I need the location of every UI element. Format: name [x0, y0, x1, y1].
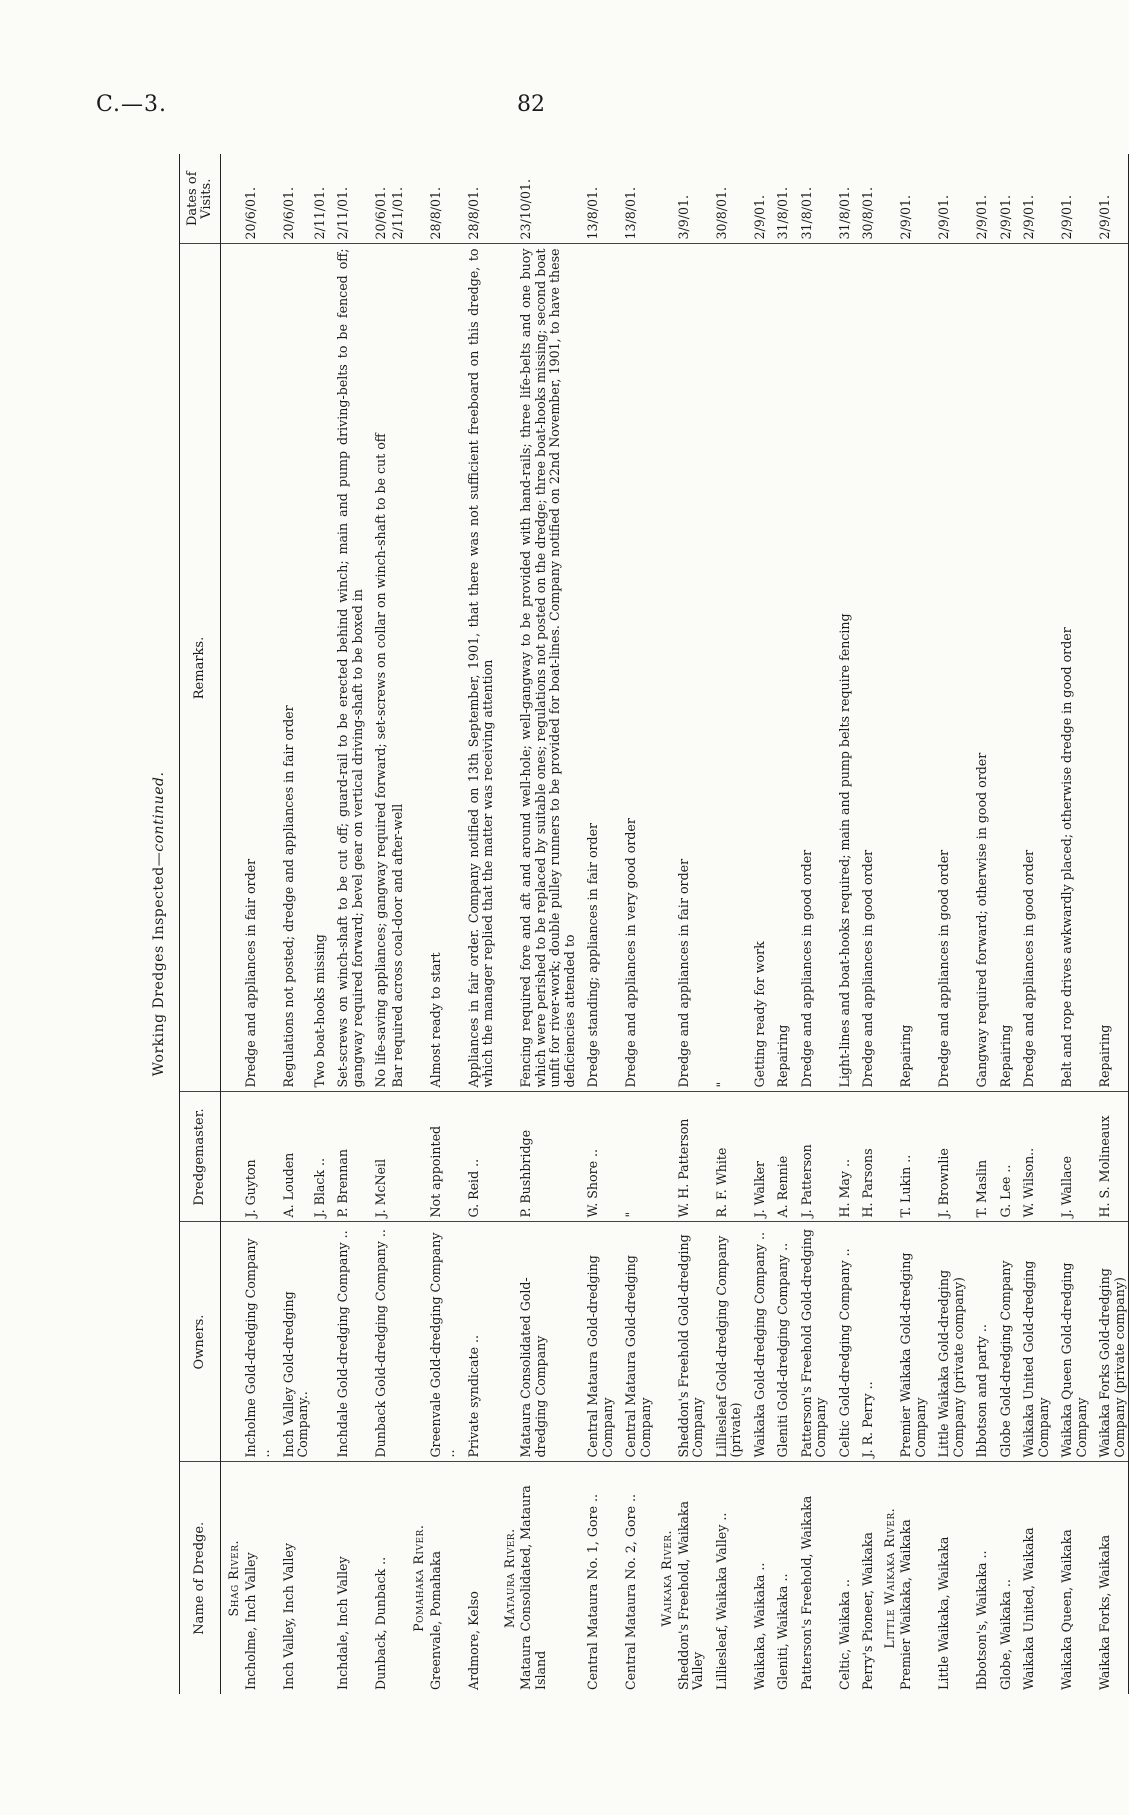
- owner-cell: Waikaka United Gold-dredging Company: [1014, 1222, 1052, 1462]
- empty-cell: [877, 244, 899, 1092]
- table-row: [929, 154, 967, 1694]
- owner-cell: Waikaka Gold-dredging Company ..: [745, 1222, 769, 1462]
- table-row: [459, 154, 497, 1694]
- document-reference: C.—3.: [96, 92, 168, 117]
- remark-cell: Repairing: [1090, 244, 1129, 1092]
- section-name: Pomahaka River.: [411, 1524, 426, 1632]
- rotated-table-page: [139, 154, 1127, 1694]
- dredge-name-cell: Sheddon's Freehold, Waikaka Valley: [675, 1500, 705, 1690]
- owner-cell: [390, 1222, 407, 1462]
- dredge-name-cell: Waikaka Queen, Waikaka: [1059, 1529, 1074, 1690]
- table-row: [518, 154, 578, 1694]
- remark-cell: Dredge and appliances in fair order: [243, 244, 274, 1092]
- table-row: [578, 154, 616, 1694]
- empty-cell: [406, 1092, 428, 1222]
- remark-cell: Two boat-hooks missing: [312, 244, 329, 1092]
- col-header-dates: Dates of Visits.: [180, 154, 221, 244]
- owner-cell: Inchdale Gold-dredging Company ..: [328, 1222, 366, 1462]
- table-row: [991, 154, 1015, 1694]
- owner-cell: Patterson's Freehold Gold-dredging Company: [792, 1222, 830, 1462]
- empty-cell: [406, 1222, 428, 1462]
- table-row: [390, 154, 407, 1694]
- table-header-row: [180, 154, 221, 1694]
- table-row: [312, 154, 329, 1694]
- section-row: [877, 154, 899, 1694]
- dredgemaster-cell: J. Patterson: [792, 1092, 830, 1222]
- dredgemaster-cell: A. Louden: [274, 1092, 312, 1222]
- table-row: [898, 154, 929, 1694]
- owner-cell: Incholme Gold-dredging Company ..: [243, 1222, 274, 1462]
- caption-continued: —continued.: [151, 771, 167, 867]
- col-header-dredgemaster: Dredgemaster.: [180, 1092, 221, 1222]
- owner-cell: Inch Valley Gold-dredging Company..: [274, 1222, 312, 1462]
- caption-main: Working Dredges Inspected: [151, 866, 167, 1077]
- table-row: [967, 154, 991, 1694]
- empty-cell: [654, 1222, 676, 1462]
- table-row: [1014, 154, 1052, 1694]
- visit-date-cell: 2/11/01.: [328, 154, 366, 244]
- empty-cell: [497, 244, 519, 1092]
- section-row: [221, 154, 243, 1694]
- dredgemaster-cell: J. Brownlie: [929, 1092, 967, 1222]
- dredge-name-cell: Celtic, Waikaka ..: [836, 1579, 852, 1690]
- visit-date-cell: 2/11/01.: [312, 154, 329, 244]
- owner-cell: Celtic Gold-dredging Company ..: [830, 1222, 854, 1462]
- dredge-name-cell: Globe, Waikaka ..: [997, 1579, 1013, 1690]
- dredgemaster-cell: R. F. White: [707, 1092, 745, 1222]
- owner-cell: Lilliesleaf Gold-dredging Company (private): [707, 1222, 745, 1462]
- owner-cell: Waikaka Queen Gold-dredging Company: [1052, 1222, 1090, 1462]
- dredgemaster-cell: J. Guyton: [243, 1092, 274, 1222]
- remark-cell: No life-saving appliances; gangway required forward; set-screws on collar on winch-shaft to be cut off: [366, 244, 390, 1092]
- remark-cell: Dredge and appliances in good order: [1014, 244, 1052, 1092]
- dredge-name-cell: Lilliesleaf, Waikaka Valley ..: [713, 1512, 729, 1690]
- dredgemaster-cell: Not appointed: [428, 1092, 459, 1222]
- dredge-name-cell: Central Mataura No. 1, Gore ..: [585, 1494, 600, 1690]
- dredges-table: [179, 154, 1129, 1694]
- dredgemaster-cell: ": [616, 1092, 654, 1222]
- dredge-name-cell: Ibbotson's, Waikaka ..: [974, 1550, 989, 1690]
- dredgemaster-cell: G. Lee ..: [991, 1092, 1015, 1222]
- dredgemaster-cell: [390, 1092, 407, 1222]
- table-row: [707, 154, 745, 1694]
- dredge-name-cell: Premier Waikaka, Waikaka: [898, 1519, 913, 1690]
- remark-cell: Fencing required fore and aft and around well-hole; well-gangway to be provided with hand-rails; three life-belts and one buoy which were perished to be replaced by suitable ones; regulations not posted on the dredge; three boat-hooks missing; second boat unfit for river-work; double pulley runners to be provided for boat-lines. Company notified on 22nd November, 1901, to have these deficiencies attended to: [518, 244, 578, 1092]
- owner-cell: Waikaka Forks Gold-dredging Company (private company): [1090, 1222, 1129, 1462]
- visit-date-cell: 28/8/01.: [428, 154, 459, 244]
- empty-cell: [654, 244, 676, 1092]
- owner-cell: Greenvale Gold-dredging Company ..: [428, 1222, 459, 1462]
- empty-cell: [406, 244, 428, 1092]
- dredge-name-cell: Inchdale, Inch Valley: [335, 1556, 350, 1690]
- col-header-remarks: Remarks.: [180, 244, 221, 1092]
- table-row: [1090, 154, 1129, 1694]
- visit-date-cell: 31/8/01.: [792, 154, 830, 244]
- dredge-name-cell: Incholme, Inch Valley: [242, 1552, 258, 1690]
- remark-cell: Getting ready for work: [745, 244, 769, 1092]
- remark-cell: Gangway required forward; otherwise in good order: [967, 244, 991, 1092]
- remark-cell: Appliances in fair order. Company notified on 13th September, 1901, that there was not sufficient freeboard on this dredge, to which the manager replied that the matter was receiving attention: [459, 244, 497, 1092]
- empty-cell: [654, 1092, 676, 1222]
- owner-cell: Little Waikaka Gold-dredging Company (private company): [929, 1222, 967, 1462]
- visit-date-cell: 2/11/01.: [390, 154, 407, 244]
- dredgemaster-cell: H. May ..: [830, 1092, 854, 1222]
- dredgemaster-cell: H. Parsons: [853, 1092, 877, 1222]
- visit-date-cell: 13/8/01.: [578, 154, 616, 244]
- dredgemaster-cell: W. H. Patterson: [676, 1092, 707, 1222]
- col-header-owners: Owners.: [180, 1222, 221, 1462]
- table-row: [745, 154, 769, 1694]
- visit-date-cell: 23/10/01.: [518, 154, 578, 244]
- visit-date-cell: 2/9/01.: [991, 154, 1015, 244]
- owner-cell: Private syndicate ..: [459, 1222, 497, 1462]
- visit-date-cell: 2/9/01.: [967, 154, 991, 244]
- empty-cell: [877, 1092, 899, 1222]
- dredgemaster-cell: A. Rennie: [768, 1092, 792, 1222]
- dredgemaster-cell: J. Walker: [745, 1092, 769, 1222]
- dredge-name-cell: Perry's Pioneer, Waikaka: [860, 1532, 875, 1690]
- owner-cell: Central Mataura Gold-dredging Company: [616, 1222, 654, 1462]
- table-row: [792, 154, 830, 1694]
- remark-cell: Dredge and appliances in good order: [853, 244, 877, 1092]
- remark-cell: Repairing: [768, 244, 792, 1092]
- visit-date-cell: 2/9/01.: [1090, 154, 1129, 244]
- owner-cell: Sheddon's Freehold Gold-dredging Company: [676, 1222, 707, 1462]
- remark-cell: Light-lines and boat-hooks required; main and pump belts require fencing: [830, 244, 854, 1092]
- visit-date-cell: 2/9/01.: [1014, 154, 1052, 244]
- visit-date-cell: 3/9/01.: [676, 154, 707, 244]
- owner-cell: Central Mataura Gold-dredging Company: [578, 1222, 616, 1462]
- remark-cell: Belt and rope drives awkwardly placed; otherwise dredge in good order: [1052, 244, 1090, 1092]
- empty-cell: [497, 1222, 519, 1462]
- empty-cell: [221, 244, 243, 1092]
- table-row: [853, 154, 877, 1694]
- visit-date-cell: 20/6/01.: [274, 154, 312, 244]
- visit-date-cell: 13/8/01.: [616, 154, 654, 244]
- empty-cell: [221, 1222, 243, 1462]
- visit-date-cell: 2/9/01.: [745, 154, 769, 244]
- table-row: [1052, 154, 1090, 1694]
- section-row: [654, 154, 676, 1694]
- dredge-name-cell: Gleniti, Waikaka ..: [775, 1573, 790, 1690]
- dredgemaster-cell: J. Black ..: [312, 1092, 329, 1222]
- dredge-name-cell: Ardmore, Kelso: [465, 1591, 481, 1690]
- visit-date-cell: 20/6/01.: [366, 154, 390, 244]
- table-caption: [139, 154, 179, 1694]
- section-name: Shag River.: [226, 1539, 241, 1617]
- remark-cell: Dredge and appliances in fair order: [676, 244, 707, 1092]
- dredge-name-cell: Greenvale, Pomahaka: [427, 1551, 443, 1690]
- table-row: [366, 154, 390, 1694]
- remark-cell: Repairing: [898, 244, 929, 1092]
- dredgemaster-cell: P. Bushbridge: [518, 1092, 578, 1222]
- dredgemaster-cell: J. McNeil: [366, 1092, 390, 1222]
- owner-cell: Dunback Gold-dredging Company ..: [366, 1222, 390, 1462]
- owner-cell: Ibbotson and party ..: [967, 1222, 991, 1462]
- table-row: [768, 154, 792, 1694]
- dredge-name-cell: [390, 1462, 407, 1694]
- remark-cell: Repairing: [991, 244, 1015, 1092]
- page-number: 82: [517, 92, 545, 117]
- visit-date-cell: 20/6/01.: [243, 154, 274, 244]
- section-name: Little Waikaka River.: [881, 1507, 897, 1649]
- empty-cell: [497, 1092, 519, 1222]
- dredge-name-cell: Patterson's Freehold, Waikaka: [798, 1495, 814, 1690]
- owner-cell: [312, 1222, 329, 1462]
- remark-cell: Set-screws on winch-shaft to be cut off; guard-rail to be erected behind winch; main and pump driving-belts to be fenced off; gangway required forward; bevel gear on vertical driving-shaft to be boxed in: [328, 244, 366, 1092]
- col-header-dredge: Name of Dredge.: [180, 1462, 221, 1694]
- table-body: [221, 154, 1129, 1694]
- dredge-name-cell: Dunback, Dunback ..: [373, 1556, 388, 1690]
- empty-cell: [654, 154, 676, 244]
- dredgemaster-cell: T. Lukin ..: [898, 1092, 929, 1222]
- owner-cell: Mataura Consolidated Gold-dredging Company: [518, 1222, 578, 1462]
- table-row: [616, 154, 654, 1694]
- remark-cell: Regulations not posted; dredge and appliances in fair order: [274, 244, 312, 1092]
- table-row: [328, 154, 366, 1694]
- empty-cell: [221, 154, 243, 244]
- dredge-name-cell: Little Waikaka, Waikaka: [936, 1536, 951, 1690]
- empty-cell: [877, 154, 899, 244]
- table-row: [428, 154, 459, 1694]
- visit-date-cell: 2/9/01.: [898, 154, 929, 244]
- visit-date-cell: 2/9/01.: [1052, 154, 1090, 244]
- owner-cell: Globe Gold-dredging Company: [991, 1222, 1015, 1462]
- visit-date-cell: 30/8/01.: [853, 154, 877, 244]
- visit-date-cell: 31/8/01.: [830, 154, 854, 244]
- visit-date-cell: 2/9/01.: [929, 154, 967, 244]
- table-row: [274, 154, 312, 1694]
- owner-cell: Gleniti Gold-dredging Company ..: [768, 1222, 792, 1462]
- section-row: [497, 154, 519, 1694]
- dredgemaster-cell: H. S. Molineaux: [1090, 1092, 1129, 1222]
- visit-date-cell: 31/8/01.: [768, 154, 792, 244]
- remark-cell: Dredge and appliances in good order: [929, 244, 967, 1092]
- remark-cell: Dredge standing; appliances in fair order: [578, 244, 616, 1092]
- empty-cell: [406, 154, 428, 244]
- dredgemaster-cell: W. Shore ..: [578, 1092, 616, 1222]
- remark-cell: ": [707, 244, 745, 1092]
- empty-cell: [221, 1092, 243, 1222]
- remark-cell: Dredge and appliances in good order: [792, 244, 830, 1092]
- remark-cell: Almost ready to start: [428, 244, 459, 1092]
- table-row: [830, 154, 854, 1694]
- section-name: Waikaka River.: [659, 1529, 674, 1627]
- empty-cell: [877, 1222, 899, 1462]
- visit-date-cell: 28/8/01.: [459, 154, 497, 244]
- dredgemaster-cell: T. Maslin: [967, 1092, 991, 1222]
- dredgemaster-cell: J. Wallace: [1052, 1092, 1090, 1222]
- table-row: [243, 154, 274, 1694]
- owner-cell: Premier Waikaka Gold-dredging Company: [898, 1222, 929, 1462]
- visit-date-cell: 30/8/01.: [707, 154, 745, 244]
- dredgemaster-cell: G. Reid ..: [459, 1092, 497, 1222]
- dredge-name-cell: Waikaka, Waikaka ..: [751, 1562, 767, 1690]
- dredge-name-cell: Central Mataura No. 2, Gore ..: [623, 1494, 638, 1690]
- remark-cell: Bar required across coal-door and after-well: [390, 244, 407, 1092]
- dredge-name-cell: [312, 1462, 329, 1694]
- table-row: [676, 154, 707, 1694]
- dredgemaster-cell: W. Wilson..: [1014, 1092, 1052, 1222]
- dredgemaster-cell: P. Brennan: [328, 1092, 366, 1222]
- section-row: [406, 154, 428, 1694]
- owner-cell: J. R. Perry ..: [853, 1222, 877, 1462]
- dredge-name-cell: Mataura Consolidated, Mataura Island: [518, 1485, 548, 1690]
- dredge-name-cell: Inch Valley, Inch Valley: [280, 1543, 296, 1690]
- dredge-name-cell: Waikaka Forks, Waikaka: [1090, 1462, 1129, 1694]
- section-name: Mataura River.: [501, 1528, 517, 1629]
- remark-cell: Dredge and appliances in very good order: [616, 244, 654, 1092]
- empty-cell: [497, 154, 519, 244]
- dredge-name-cell: Waikaka United, Waikaka: [1021, 1527, 1036, 1690]
